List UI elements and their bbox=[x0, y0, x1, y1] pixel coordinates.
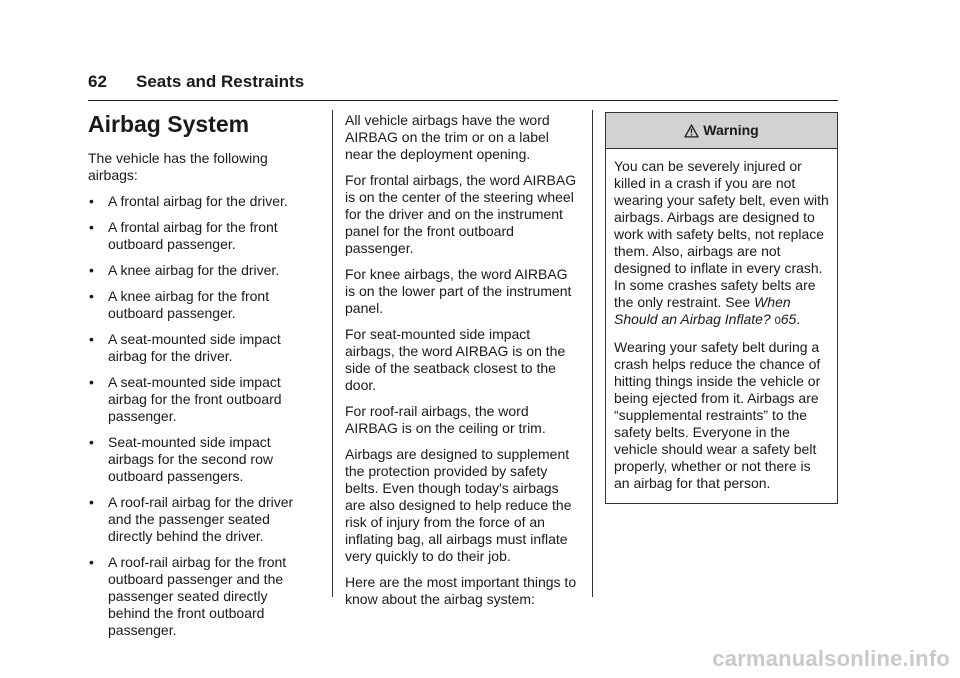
intro-text: The vehicle has the following airbags: bbox=[88, 150, 268, 183]
warning-triangle-icon bbox=[684, 124, 699, 138]
warning-paragraph: You can be severely injured or killed in a crash if you are not wearing your safety belt, even with airbags. Airbags are designed to work with safety belts, not replace them. Also, airbags are not designed to inflate in every crash. In some crashes safety belts are the only restraint. See When Should an Airbag Inflate? 065. bbox=[614, 158, 829, 327]
airbag-list bbox=[88, 193, 310, 639]
bullet-icon: • bbox=[89, 331, 94, 347]
paragraph: Airbags are designed to supplement the protection provided by safety belts. Even though today's airbags are also designed to help reduce the risk of injury from the force of an inflating bag, all airbags must inflate very quickly to do their job. bbox=[345, 446, 572, 564]
bullet-icon: • bbox=[89, 288, 94, 304]
warning-title: Warning bbox=[703, 122, 759, 138]
column-divider bbox=[332, 110, 333, 597]
bullet-icon: • bbox=[89, 554, 94, 570]
bullet-icon: • bbox=[89, 219, 94, 235]
bullet-icon: • bbox=[89, 374, 94, 390]
list-item: • A roof-rail airbag for the front outboard passenger and the passenger seated directly behind the front outboard passenger. bbox=[89, 554, 287, 638]
column-divider bbox=[592, 110, 593, 597]
bullet-icon: • bbox=[89, 494, 94, 510]
paragraph: For knee airbags, the word AIRBAG is on the lower part of the instrument panel. bbox=[345, 266, 572, 316]
list-item: • A frontal airbag for the driver. bbox=[89, 193, 288, 209]
page-number: 62 bbox=[88, 72, 107, 91]
left-column bbox=[88, 110, 310, 648]
list-item: • A frontal airbag for the front outboard passenger. bbox=[89, 219, 278, 252]
warning-header bbox=[606, 113, 837, 149]
warning-paragraph: Wearing your safety belt during a crash helps reduce the chance of hitting things inside the vehicle or being ejected from it. Airbags are “supplemental restraints” to the safety belts. Everyone in the vehicle should wear a safety belt properly, whether or not there is an airbag for that person. bbox=[614, 339, 821, 491]
paragraph: For roof-rail airbags, the word AIRBAG is on the ceiling or trim. bbox=[345, 403, 546, 436]
paragraph: For seat-mounted side impact airbags, the word AIRBAG is on the side of the seatback closest to the door. bbox=[345, 326, 566, 393]
warning-body bbox=[606, 149, 837, 503]
list-item: • A roof-rail airbag for the driver and the passenger seated directly behind the driver. bbox=[89, 494, 294, 544]
page-ref-number[interactable]: 65 bbox=[780, 311, 797, 327]
middle-column bbox=[345, 112, 580, 617]
page-header bbox=[88, 70, 838, 101]
list-item: • A knee airbag for the driver. bbox=[89, 262, 280, 278]
bullet-icon: • bbox=[89, 262, 94, 278]
watermark: carmanualsonline.info bbox=[712, 646, 950, 671]
warning-box bbox=[605, 112, 838, 504]
page-ref-icon: 0 bbox=[774, 315, 781, 327]
paragraph: Here are the most important things to know about the airbag system: bbox=[345, 574, 577, 607]
paragraph: For frontal airbags, the word AIRBAG is on the center of the steering wheel for the driver and on the instrument panel for the front outboard passenger. bbox=[345, 172, 577, 256]
cross-reference-link[interactable]: When Should an Airbag Inflate? bbox=[614, 294, 791, 327]
paragraph: All vehicle airbags have the word AIRBAG on the trim or on a label near the deployment opening. bbox=[345, 112, 550, 162]
list-item: • Seat-mounted side impact airbags for the second row outboard passengers. bbox=[89, 434, 273, 484]
list-item: • A knee airbag for the front outboard passenger. bbox=[89, 288, 270, 321]
bullet-icon: • bbox=[89, 434, 94, 450]
page-title: Airbag System bbox=[88, 111, 250, 137]
list-item: • A seat-mounted side impact airbag for the front outboard passenger. bbox=[89, 374, 282, 424]
bullet-icon: • bbox=[89, 193, 94, 209]
list-item: • A seat-mounted side impact airbag for the driver. bbox=[89, 331, 281, 364]
right-column bbox=[605, 112, 838, 504]
section-title: Seats and Restraints bbox=[136, 72, 305, 91]
